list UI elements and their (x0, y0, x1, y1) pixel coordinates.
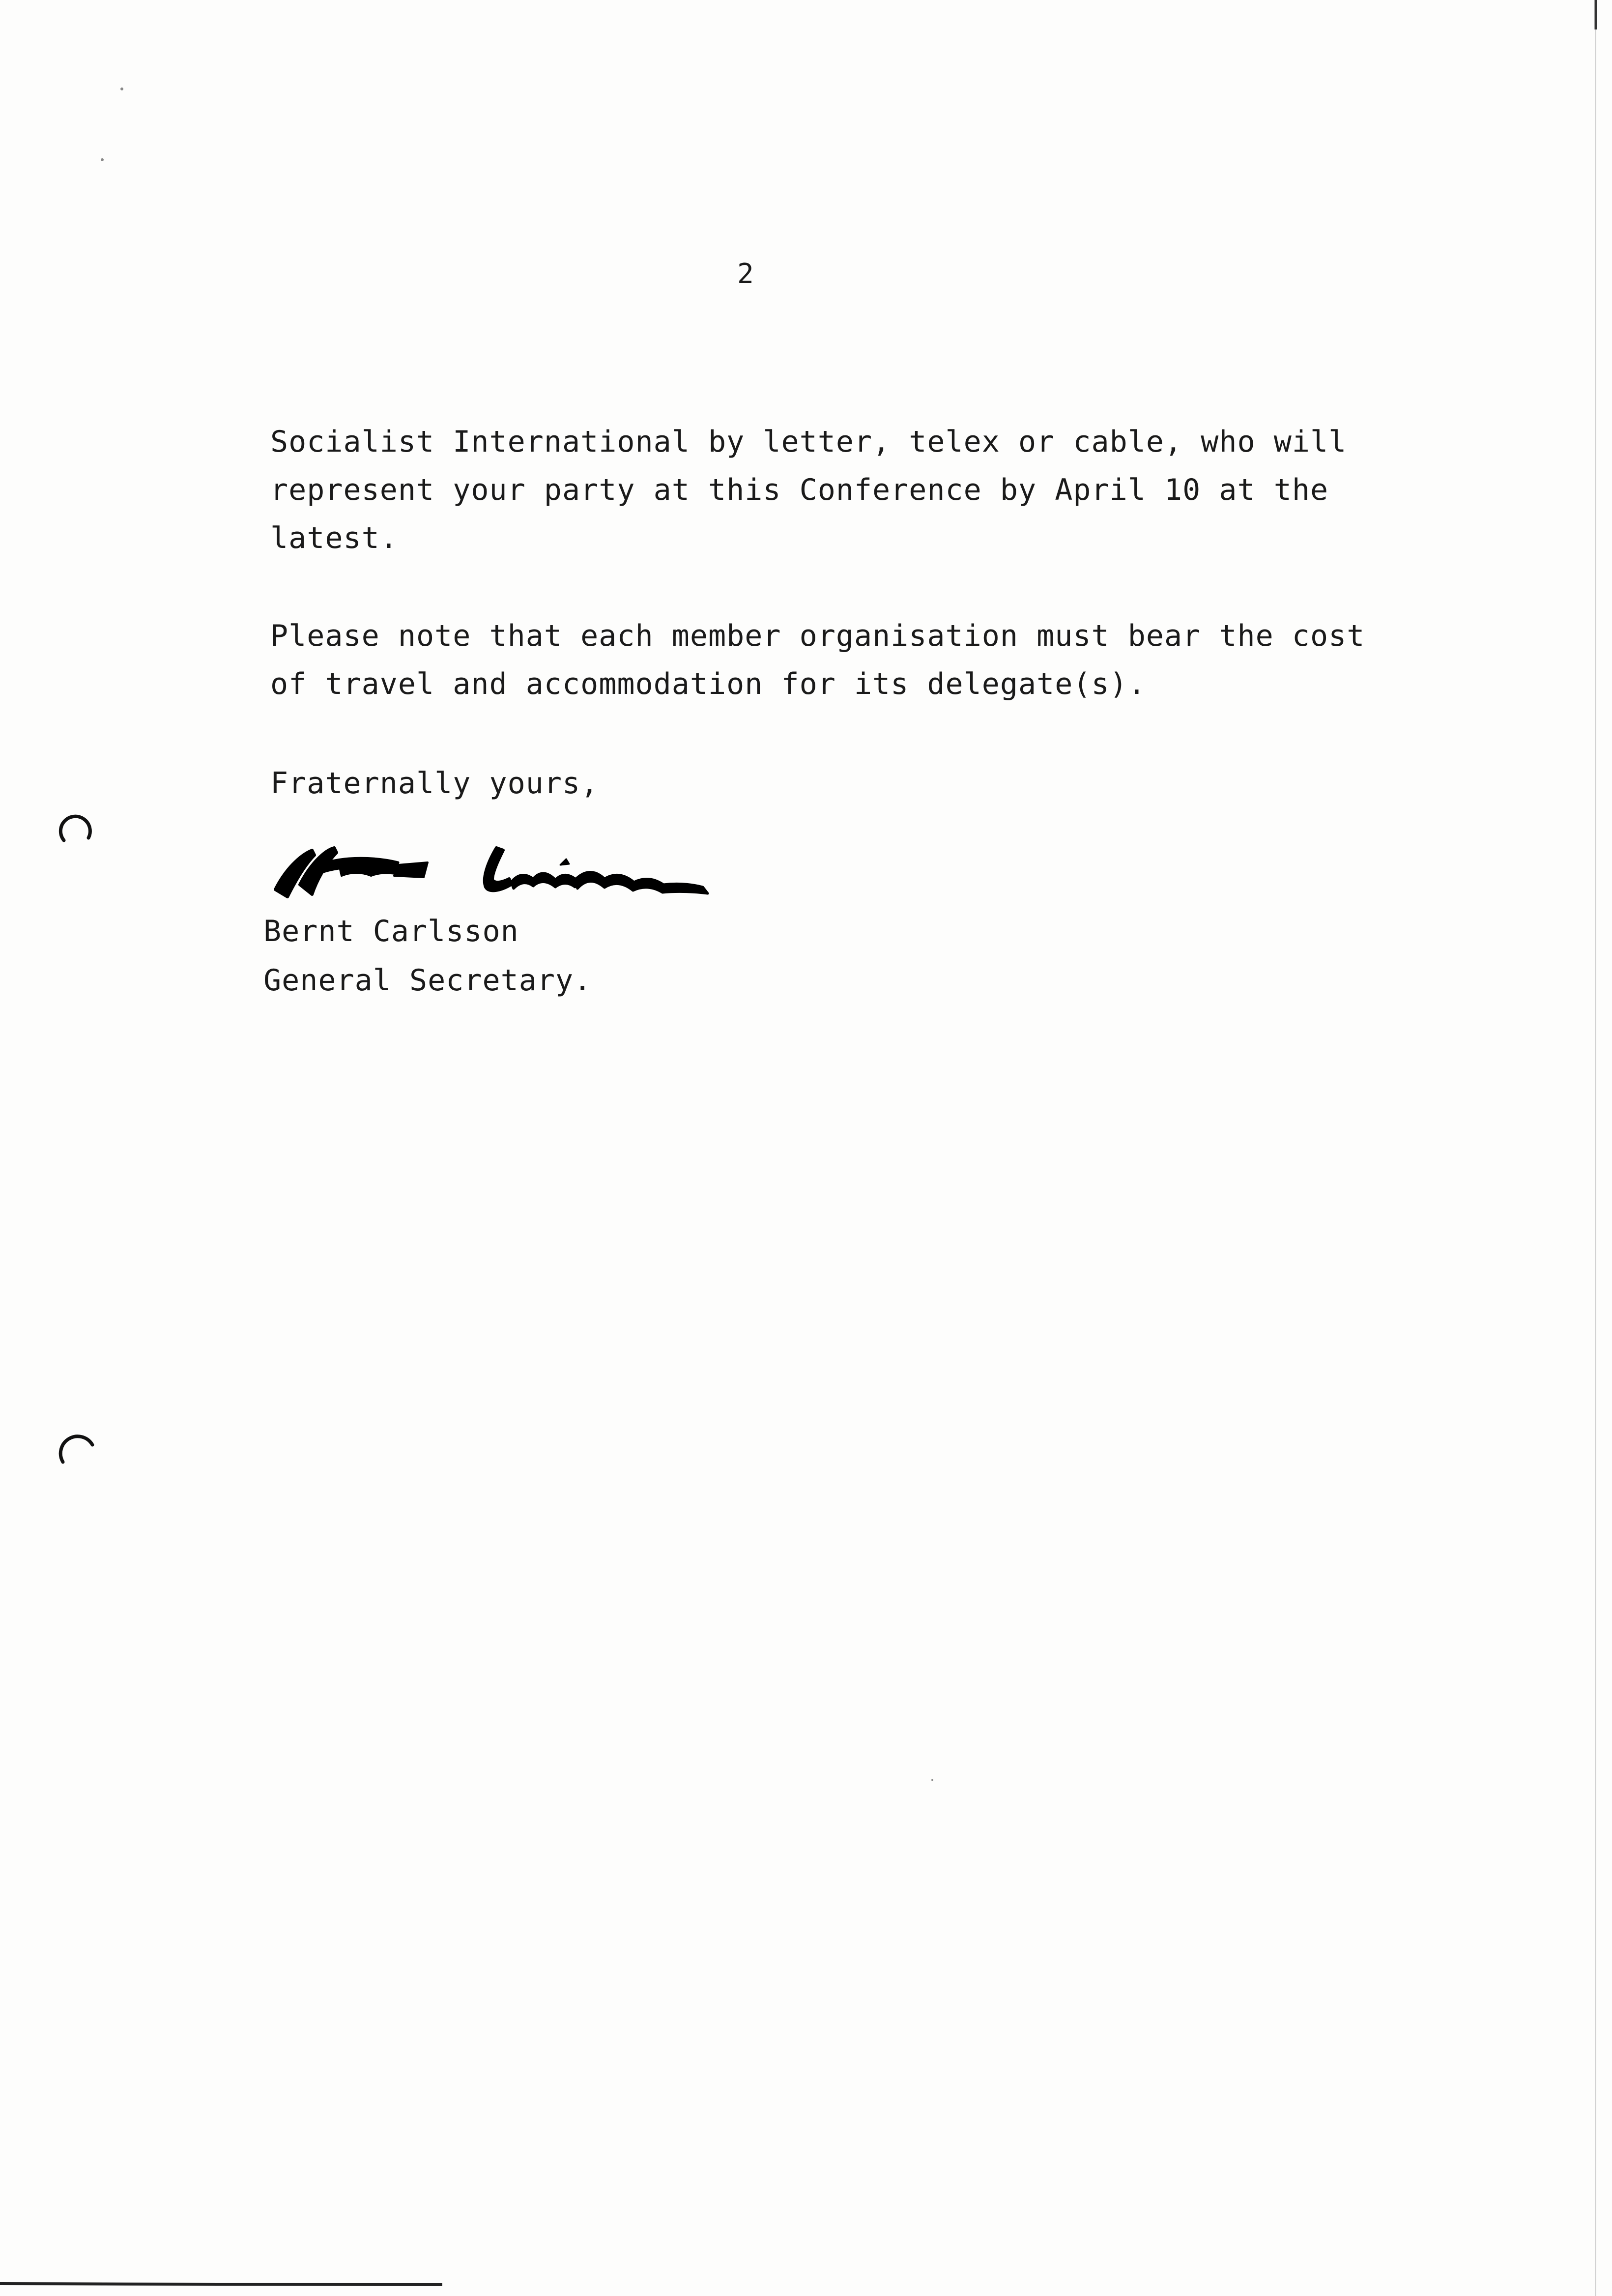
handwritten-signature-icon (265, 835, 747, 909)
body-paragraph-1 (270, 418, 1499, 562)
page-edge-bottom (0, 2281, 1612, 2286)
signatory-name: Bernt Carlsson (263, 914, 519, 948)
paragraph-line: Socialist International by letter, telex or cable, who will (270, 425, 1347, 459)
paragraph-line: of travel and accommodation for its delegate(s). (270, 667, 1146, 701)
paragraph-line: latest. (270, 521, 398, 555)
signatory-title: General Secretary. (263, 963, 592, 998)
signatory-block (263, 907, 592, 1005)
page-edge-right (1594, 0, 1597, 2296)
closing-salutation: Fraternally yours, (270, 766, 599, 801)
page-number: 2 (737, 258, 754, 290)
scan-speck (101, 158, 104, 161)
punch-hole-icon (54, 806, 98, 850)
scan-speck (120, 87, 123, 90)
paragraph-line: represent your party at this Conference by April 10 at the (270, 473, 1329, 507)
punch-hole-icon (54, 1423, 98, 1467)
scan-speck (931, 1779, 933, 1781)
paragraph-line: Please note that each member organisation must bear the cost (270, 619, 1365, 653)
body-paragraph-2 (270, 612, 1499, 708)
